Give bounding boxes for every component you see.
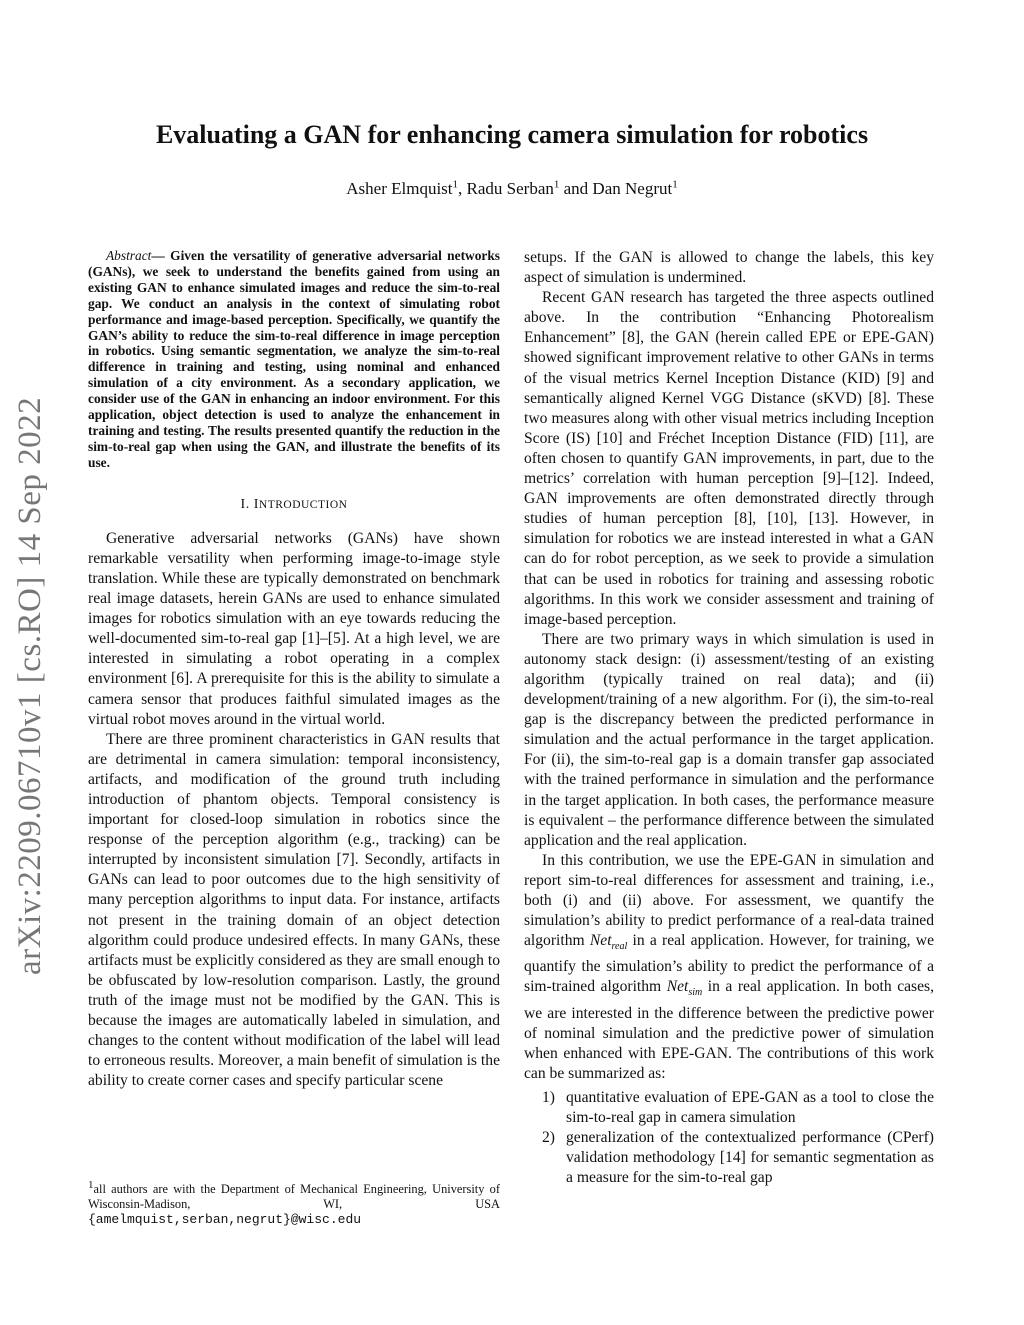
paragraph-text: In this contribution, we use the EPE-GAN in simulation and report sim-to-real differences for assessment and training, i.e., both (i) and (ii) above. For assessment, we quantify the simulation’s ability to predict performance of a real-data trained algorithm <box>524 851 934 950</box>
author-elmquist: Asher Elmquist <box>346 179 453 198</box>
footnote-text: all authors are with the Department of Mechanical Engineering, University of Wisconsin-Madison, WI, USA <box>88 1182 500 1211</box>
left-column <box>88 248 500 1091</box>
contributions-list <box>524 1088 934 1188</box>
affiliation-mark: 1 <box>452 178 459 191</box>
intro-paragraph-1: Generative adversarial networks (GANs) have shown remarkable versatility when performing image-to-image style translation. While these are typically demonstrated on benchmark real image datasets, herein GANs are used to enhance simulated images for robotics simulation with an eye towards reducing the well-documented sim-to-real gap [1]–[5]. At a high level, we are interested in simulating a robot operating in a complex environment [6]. A prerequisite for this is the ability to simulate a camera sensor that produces faithful simulated images as the virtual robot moves around in the virtual world. <box>88 529 500 728</box>
intro-paragraph-2: There are three prominent characteristics in GAN results that are detrimental in camera simulation: temporal inconsistency, artifacts, and modification of the ground truth including introduction of phantom objects. Temporal consistency is important for closed-loop simulation in robotics since the response of the perception algorithm (e.g., tracking) can be interrupted by inconsistent simulation [7]. Secondly, artifacts in GANs can lead to poor outcomes due to the high sensitivity of many perception algorithms to input data. For instance, artifacts not present in the training domain of an object detection algorithm could produce undesired effects. In many GANs, these artifacts must be explicitly considered as they are small enough to be obfuscated by low-resolution comparison. Lastly, the ground truth of the image must not be modified by the GAN. This is because the images are automatically labeled in simulation, and changes to the content without modification of the label will lead to erroneous results. Moreover, a main benefit of simulation is the ability to create corner cases and specify particular scene <box>88 730 500 1090</box>
author-list <box>0 179 1024 199</box>
section-title-rest: NTRODUCTION <box>258 498 348 511</box>
author-serban: , Radu Serban <box>458 179 554 198</box>
math-base: Net <box>589 932 612 950</box>
intro-paragraph-4: There are two primary ways in which simulation is used in autonomy stack design: (i) assessment/testing of an existing algorithm (typically trained on real data); and (ii) development/training of a new algorithm. For (i), the sim-to-real gap is the discrepancy between the predicted performance in simulation and the actual performance in the target application. For (ii), the sim-to-real gap is a domain transfer gap associated with the trained performance in simulation and the performance in the target application. In both cases, the performance measure is equivalent – the performance difference between the simulated application and the real application. <box>524 630 934 849</box>
list-number: 2) <box>542 1129 555 1147</box>
abstract-text: Given the versatility of generative adversarial networks (GANs), we seek to understand the benefits gained from using an existing GAN to enhance simulated images and reduce the sim-to-real gap. We conduct an analysis in the context of simulating robot performance and image-based perception. Specifically, we quantify the GAN’s ability to reduce the sim-to-real difference in image perception in robotics. Using semantic segmentation, we analyze the sim-to-real difference in training and testing, using nominal and enhanced simulation of a city environment. As a secondary application, we consider use of the GAN in enhancing an indoor environment. For this application, object detection is used to analyze the enhancement in training and testing. The results presented quantify the reduction in the sim-to-real gap when using the GAN, and illustrate the benefits of its use. <box>88 248 500 470</box>
math-net-sim <box>666 978 703 999</box>
list-number: 1) <box>542 1089 555 1107</box>
list-text: generalization of the contextualized performance (CPerf) validation methodology [14] for semantic segmentation as a measure for the sim-to-real gap <box>566 1129 934 1187</box>
paragraph-text: in a real application. However, for training, we quantify the simulation’s ability to predict the performance of a sim-trained algorithm <box>524 932 934 996</box>
affiliation-footnote <box>88 1178 500 1227</box>
affiliation-mark: 1 <box>672 178 678 191</box>
abstract <box>88 248 500 471</box>
list-text: quantitative evaluation of EPE-GAN as a tool to close the sim-to-real gap in camera simulation <box>566 1089 934 1127</box>
right-column <box>524 248 934 1189</box>
paper-title: Evaluating a GAN for enhancing camera simulation for robotics <box>155 120 869 149</box>
affiliation-mark: 1 <box>553 178 560 191</box>
intro-paragraph-continued: setups. If the GAN is allowed to change the labels, this key aspect of simulation is undermined. <box>524 249 934 287</box>
intro-paragraph-3: Recent GAN research has targeted the three aspects outlined above. In the contribution “Enhancing Photorealism Enhancement” [8], the GAN (herein called EPE or EPE-GAN) showed significant improvement relative to other GANs in terms of the visual metrics Kernel Inception Distance (KID) [9] and semantically aligned Kernel VGG Distance (sKVD) [8]. These two measures along with other visual metrics including Inception Score (IS) [10] and Fréchet Inception Distance (FID) [11], are often chosen to quantify GAN improvements, in part, due to the metrics’ correlation with human perception [9]–[12]. Indeed, GAN improvements are often demonstrated directly through studies of human perception [8], [10], [13]. However, in simulation for robotics we are instead interested in what a GAN can do for robot perception, as we seek to provide a simulation that can be used in robotics for training and assessing robotic algorithms. In this work we consider assessment and training of image-based perception. <box>524 289 934 628</box>
section-number: I. <box>240 496 254 512</box>
math-subscript: real <box>611 941 628 953</box>
arxiv-identifier: arXiv:2209.06710v1 [cs.RO] 14 Sep 2022 <box>12 396 48 975</box>
author-emails[interactable]: {amelmquist,serban,negrut}@wisc.edu <box>88 1212 362 1227</box>
author-negrut: and Dan Negrut <box>559 179 673 198</box>
list-item <box>524 1088 934 1128</box>
list-item <box>524 1128 934 1188</box>
section-title-initial: I <box>253 496 259 512</box>
abstract-dash: — <box>151 248 165 263</box>
abstract-label: Abstract <box>106 248 152 263</box>
paragraph-text: in a real application. In both cases, we are interested in the difference between the predictive power of nominal simulation and the predictive power of simulation when enhanced with EPE-GAN. The contributions of this work can be summarized as: <box>524 978 934 1082</box>
math-base: Net <box>666 978 689 996</box>
math-net-real <box>589 932 628 953</box>
section-heading-introduction <box>88 495 500 515</box>
footnote-mark: 1 <box>88 1178 94 1191</box>
intro-paragraph-5 <box>524 851 934 1084</box>
math-subscript: sim <box>688 987 703 999</box>
